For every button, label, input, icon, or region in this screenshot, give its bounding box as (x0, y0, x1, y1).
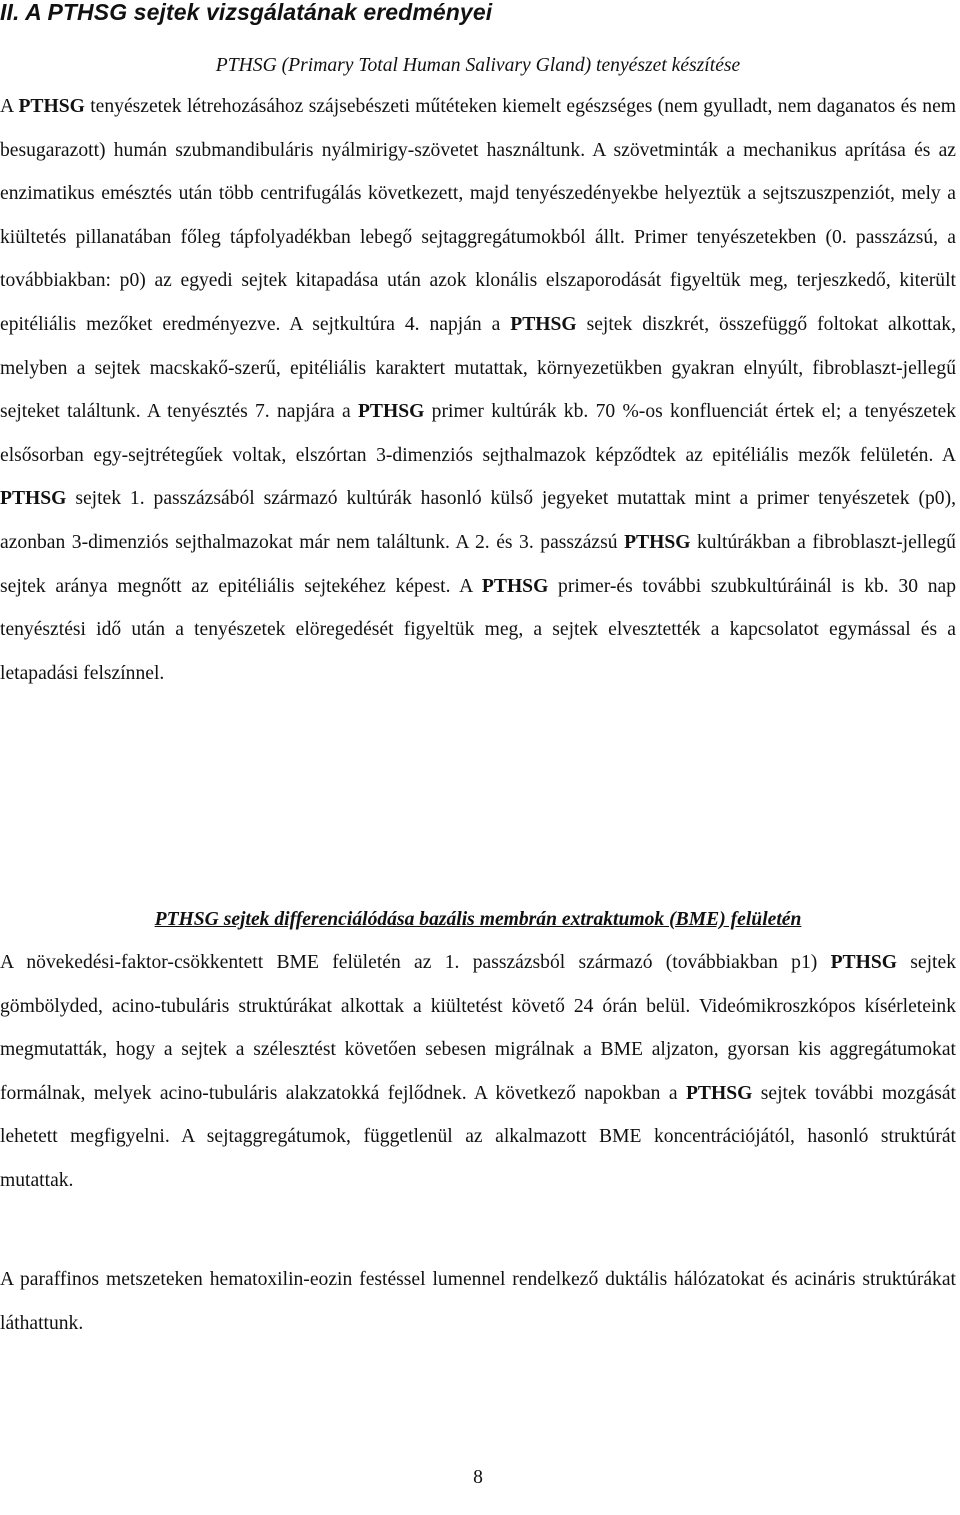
bold-term: PTHSG (357, 401, 425, 423)
paragraph-bme-1: A növekedési-faktor-csökkentett BME felületén az 1. passzázsból származó (továbbiakban p1) PTHSG sejtek gömbölyded, acino-tubuláris struktúrákat alkottak a kiültetést követő 24 órán belül. Videómikroszkópos kísérleteink megmutatták, hogy a sejtek a szélesztést követően sebesen migrálnak a BME aljzaton, gyorsan kis aggregátumokat formálnak, melyek acino-tubuláris alakzatokká fejlődnek. A következő napokban a PTHSG sejtek további mozgását lehetett megfigyelni. A sejtaggregátumok, függetlenül az alkalmazott BME koncentrációjától, hasonló struktúrát mutattak. (0, 952, 956, 1191)
bold-term: PTHSG (18, 96, 85, 117)
bold-term: PTHSG (624, 531, 691, 553)
page-number: 8 (473, 1467, 483, 1488)
bold-term: PTHSG (510, 313, 577, 335)
section-title-culture: PTHSG (Primary Total Human Salivary Gland) tenyészet készítése (215, 55, 741, 76)
paragraph-culture: A PTHSG tenyészetek létrehozásához szájsebészeti műtéteken kiemelt egészséges (nem gyulladt, nem daganatos és nem besugarazott) humán szubmandibuláris nyálmirigy-szövetet használtunk. A szövetminták a mechanikus aprítása és az enzimatikus emésztés után több centrifugálás következett, majd tenyészedényekbe helyeztük a sejtszuszpenziót, mely a kiültetés pillanatában főleg tápfolyadékban lebegő sejtaggregátumokból állt. Primer tenyészetekben (0. passzázsú, a továbbiakban: p0) az egyedi sejtek kitapadása után azok klonális elszaporodását figyeltük meg, terjeszkedő, kiterült epitéliális mezőket eredményezve. A sejtkultúra 4. napján a PTHSG sejtek diszkrét, összefüggő foltokat alkottak, melyben a sejtek macskakő-szerű, epitéliális karaktert mutattak, környezetükben gyakran elnyúlt, fibroblaszt-jellegű sejteket találtunk. A tenyésztés 7. napjára a PTHSG primer kultúrák kb. 70 %-os konfluenciát értek el; a tenyészetek elsősorban egy-sejtrétegűek voltak, elszórtan 3-dimenziós sejthalmazok képződtek az epitéliális mezők felületén. A PTHSG sejtek 1. passzázsából származó kultúrák hasonló külső jegyeket mutattak mint a primer tenyészetek (p0), azonban 3-dimenziós sejthalmazokat már nem találtunk. A 2. és 3. passzázsú PTHSG kultúrákban a fibroblaszt-jellegű sejtek aránya megnőtt az epitéliális sejtekéhez képest. A PTHSG primer-és további szubkultúráinál is kb. 30 nap tenyésztési idő után a tenyészetek elöregedését figyeltük meg, a sejtek elvesztették a kapcsolatot egymással és a letapadási felszínnel. (0, 96, 957, 684)
section-title-bme: PTHSG sejtek differenciálódása bazális membrán extraktumok (BME) felületén (154, 909, 802, 930)
bold-term: PTHSG (830, 952, 897, 973)
bold-term: PTHSG (0, 488, 67, 510)
bold-term: PTHSG (481, 575, 549, 597)
paragraph-bme-2: A paraffinos metszeteken hematoxilin-eozin festéssel lumennel rendelkező duktális hálózatokat és acináris struktúrákat láthattunk. (0, 1269, 956, 1334)
bold-term: PTHSG (685, 1082, 753, 1104)
chapter-heading: II. A PTHSG sejtek vizsgálatának eredményei (0, 0, 493, 25)
